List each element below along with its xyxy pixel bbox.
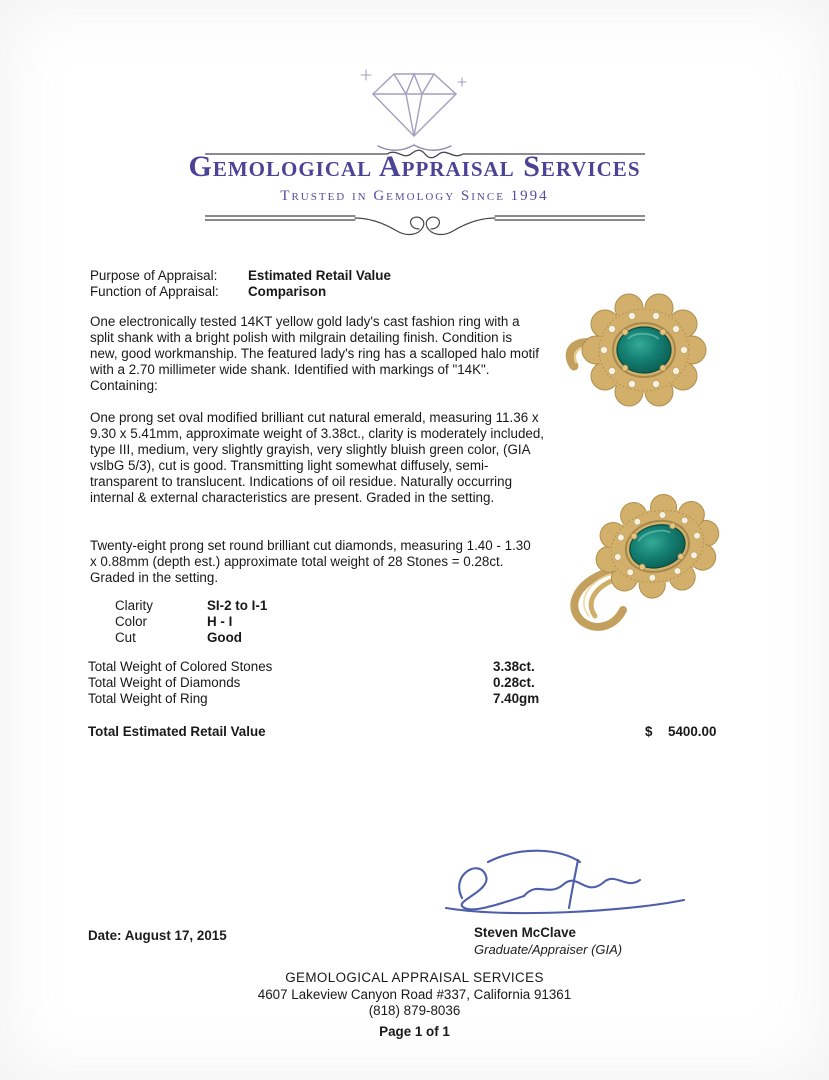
total-colored-stones-value: 3.38ct. bbox=[493, 659, 535, 674]
total-diamonds-row bbox=[88, 675, 688, 691]
total-ring-weight-row bbox=[88, 691, 688, 707]
cut-label: Cut bbox=[115, 630, 136, 645]
color-value: H - I bbox=[207, 614, 233, 629]
grading-row-color bbox=[115, 614, 267, 630]
appraisal-date: Date: August 17, 2015 bbox=[88, 928, 227, 943]
appraisal-info bbox=[90, 268, 391, 300]
footer-phone: (818) 879-8036 bbox=[368, 1003, 461, 1018]
grading-table bbox=[115, 598, 267, 646]
appraiser-title: Graduate/Appraiser (GIA) bbox=[474, 942, 623, 957]
color-label: Color bbox=[115, 614, 147, 629]
grading-row-cut bbox=[115, 630, 267, 646]
total-diamonds-value: 0.28ct. bbox=[493, 675, 535, 690]
retail-value-label: Total Estimated Retail Value bbox=[88, 724, 266, 739]
clarity-label: Clarity bbox=[115, 598, 153, 613]
purpose-label: Purpose of Appraisal: bbox=[90, 268, 218, 283]
footer-address: 4607 Lakeview Canyon Road #337, California 91361 bbox=[257, 987, 572, 1002]
function-value: Comparison bbox=[248, 284, 327, 299]
total-diamonds-label: Total Weight of Diamonds bbox=[88, 675, 241, 690]
retail-value-amount: 5400.00 bbox=[668, 724, 717, 739]
description-paragraph-ring: One electronically tested 14KT yellow gold lady's cast fashion ring with a split shank with a bright polish with milgrain detailing finish. Condition is new, good workmanship. The featured lady's ring has a scalloped halo motif with a 2.70 millimeter wide shank. Identified with markings of "14K". Containing: bbox=[90, 314, 539, 393]
total-ring-weight-value: 7.40gm bbox=[493, 691, 540, 706]
flourish-bottom-rule bbox=[205, 208, 645, 238]
cut-value: Good bbox=[207, 630, 242, 645]
grading-row-clarity bbox=[115, 598, 267, 614]
function-label: Function of Appraisal: bbox=[90, 284, 219, 299]
diamond-logo bbox=[352, 60, 478, 152]
total-ring-weight-label: Total Weight of Ring bbox=[88, 691, 208, 706]
clarity-value: SI-2 to I-1 bbox=[207, 598, 268, 613]
total-colored-stones-row bbox=[88, 659, 688, 675]
description-paragraph-emerald: One prong set oval modified brilliant cut natural emerald, measuring 11.36 x 9.30 x 5.41mm, approximate weight of 3.38ct., clarity is moderately included, type III, medium, very slightly grayish, very slightly bluish green color, (GIA vslbG 5/3), cut is good. Transmitting light somewhat diffusely, semi-transparent to translucent. Indications of oil residue. Naturally occurring internal & external characteristics are present. Graded in the setting. bbox=[90, 410, 545, 505]
purpose-row bbox=[90, 268, 391, 284]
retail-currency-symbol: $ bbox=[645, 724, 653, 739]
total-colored-stones-label: Total Weight of Colored Stones bbox=[88, 659, 273, 674]
totals-table bbox=[88, 659, 688, 707]
company-tagline: Trusted in Gemology Since 1994 bbox=[280, 188, 549, 204]
handwritten-signature bbox=[428, 842, 696, 922]
ring-side-view-photo bbox=[545, 478, 740, 638]
footer-company: GEMOLOGICAL APPRAISAL SERVICES bbox=[285, 970, 544, 985]
appraiser-name: Steven McClave bbox=[474, 925, 576, 940]
function-row bbox=[90, 284, 391, 300]
description-paragraph-diamonds: Twenty-eight prong set round brilliant cut diamonds, measuring 1.40 - 1.30 x 0.88mm (depth est.) approximate total weight of 28 Stones = 0.28ct. Graded in the setting. bbox=[90, 538, 531, 585]
footer-page-number: Page 1 of 1 bbox=[379, 1024, 450, 1039]
company-name: Gemological Appraisal Services bbox=[188, 150, 641, 183]
ring-top-view-photo bbox=[558, 282, 718, 422]
purpose-value: Estimated Retail Value bbox=[248, 268, 391, 283]
